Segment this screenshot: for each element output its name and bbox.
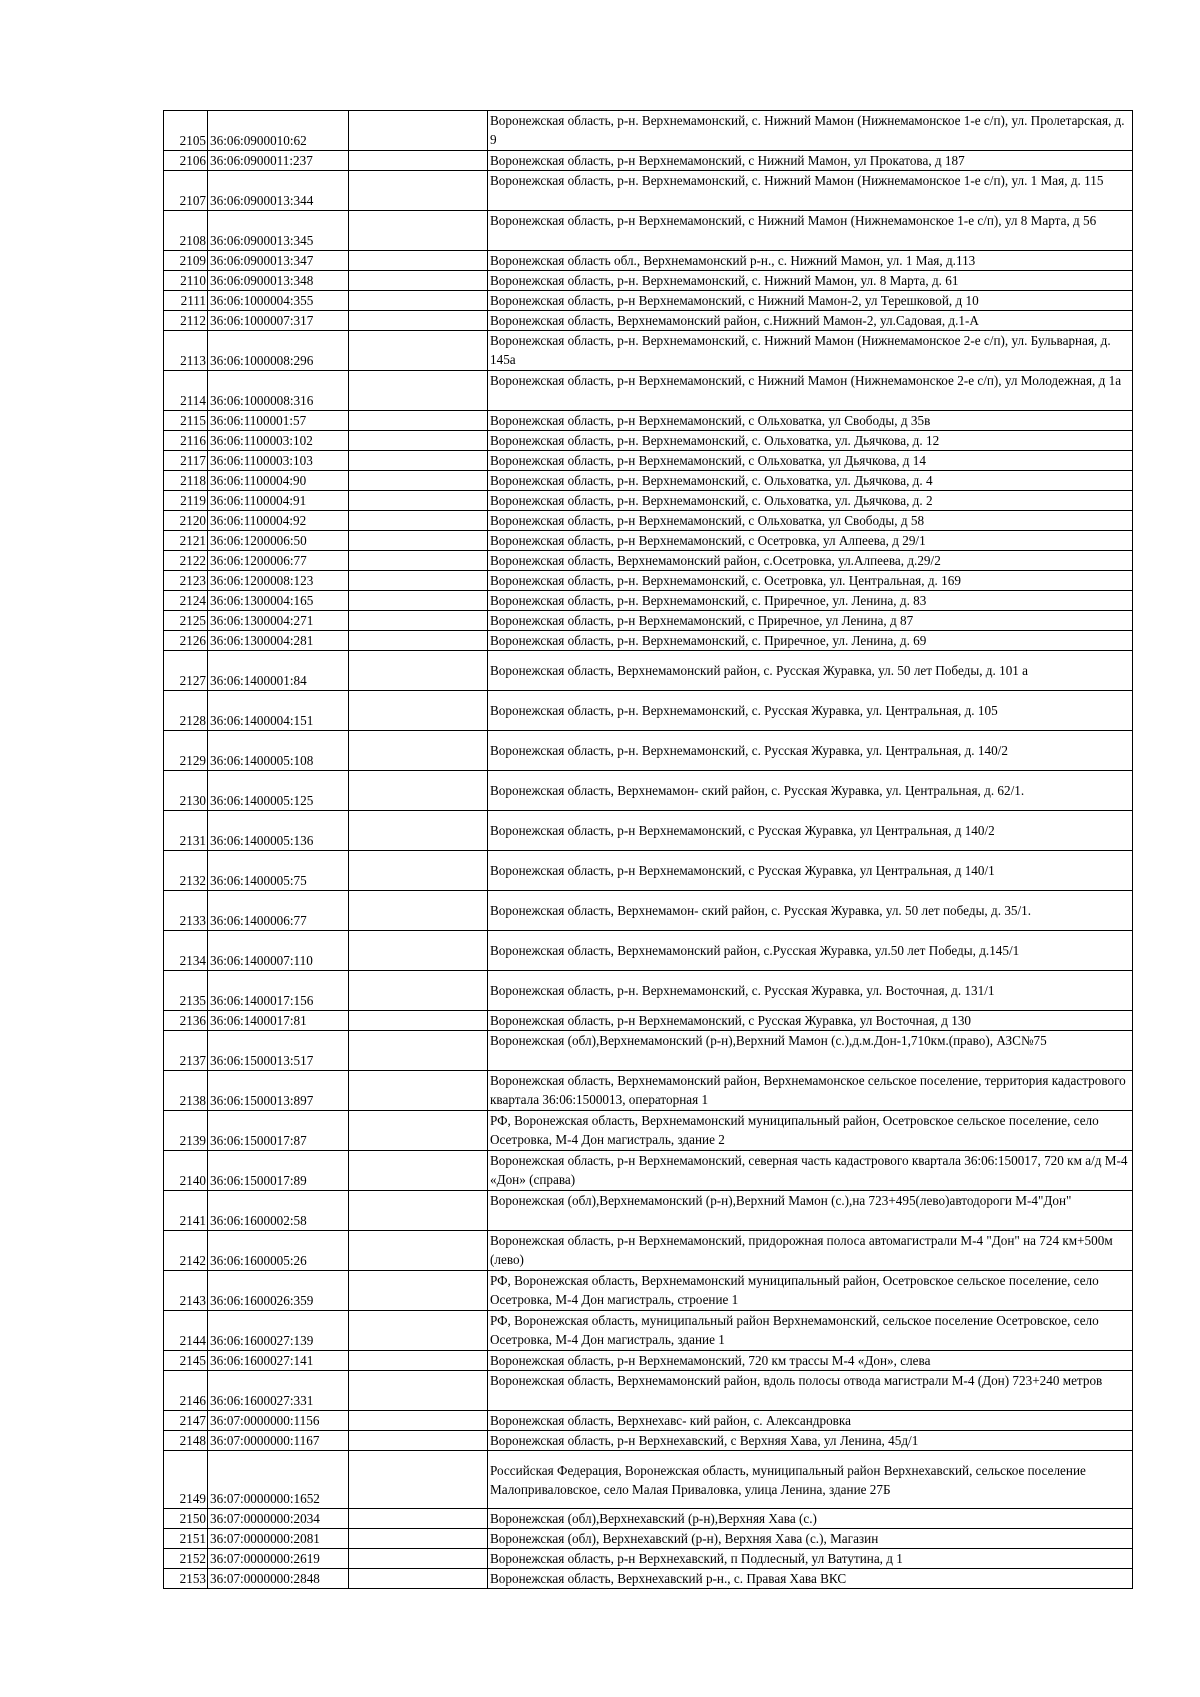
address: Воронежская область, р-н Верхнемамонский, с Ольховатка, ул Свободы, д 58: [488, 511, 1133, 531]
cadastral-number: 36:06:1600002:58: [208, 1191, 349, 1231]
empty-cell: [349, 611, 488, 631]
row-number: 2109: [164, 251, 208, 271]
empty-cell: [349, 1549, 488, 1569]
table-body: [164, 111, 1133, 1589]
table-row: [164, 1431, 1133, 1451]
cadastral-number: 36:06:0900013:344: [208, 171, 349, 211]
address: Воронежская область, р-н. Верхнемамонский, с. Ольховатка, ул. Дьячкова, д. 12: [488, 431, 1133, 451]
row-number: 2153: [164, 1569, 208, 1589]
empty-cell: [349, 291, 488, 311]
empty-cell: [349, 151, 488, 171]
address: Воронежская область, р-н. Верхнемамонский, с. Приречное, ул. Ленина, д. 69: [488, 631, 1133, 651]
row-number: 2148: [164, 1431, 208, 1451]
row-number: 2113: [164, 331, 208, 371]
row-number: 2142: [164, 1231, 208, 1271]
address: Воронежская область, р-н Верхнемамонский, придорожная полоса автомагистрали М-4 "Дон" на 724 км+500м (лево): [488, 1231, 1133, 1271]
table-row: [164, 311, 1133, 331]
table-row: [164, 1549, 1133, 1569]
empty-cell: [349, 891, 488, 931]
row-number: 2125: [164, 611, 208, 631]
table-row: [164, 1271, 1133, 1311]
row-number: 2151: [164, 1529, 208, 1549]
address: Воронежская область, р-н. Верхнемамонский, с. Русская Журавка, ул. Центральная, д. 105: [488, 691, 1133, 731]
table-row: [164, 1311, 1133, 1351]
empty-cell: [349, 511, 488, 531]
cadastral-number: 36:06:1000008:296: [208, 331, 349, 371]
address: Воронежская область, Верхнемамонский район, вдоль полосы отвода магистрали М-4 (Дон) 723+240 метров: [488, 1371, 1133, 1411]
address: Воронежская область, р-н. Верхнемамонский, с. Ольховатка, ул. Дьячкова, д. 2: [488, 491, 1133, 511]
row-number: 2140: [164, 1151, 208, 1191]
table-row: [164, 611, 1133, 631]
empty-cell: [349, 471, 488, 491]
empty-cell: [349, 1411, 488, 1431]
table-row: [164, 971, 1133, 1011]
table-row: [164, 1411, 1133, 1431]
row-number: 2124: [164, 591, 208, 611]
table-row: [164, 811, 1133, 851]
address: Воронежская область, Верхнемамон- ский район, с. Русская Журавка, ул. Центральная, д. 62/1.: [488, 771, 1133, 811]
address: Воронежская область, р-н. Верхнемамонский, с. Ольховатка, ул. Дьячкова, д. 4: [488, 471, 1133, 491]
cadastral-number: 36:06:1300004:271: [208, 611, 349, 631]
address: Воронежская область, р-н Верхнемамонский, с Нижний Мамон, ул Прокатова, д 187: [488, 151, 1133, 171]
address: Воронежская область обл., Верхнемамонский р-н., с. Нижний Мамон, ул. 1 Мая, д.113: [488, 251, 1133, 271]
row-number: 2145: [164, 1351, 208, 1371]
cadastral-number: 36:06:1500017:87: [208, 1111, 349, 1151]
table-row: [164, 331, 1133, 371]
row-number: 2120: [164, 511, 208, 531]
cadastral-number: 36:06:1500013:517: [208, 1031, 349, 1071]
row-number: 2121: [164, 531, 208, 551]
row-number: 2126: [164, 631, 208, 651]
empty-cell: [349, 571, 488, 591]
empty-cell: [349, 431, 488, 451]
row-number: 2132: [164, 851, 208, 891]
cadastral-number: 36:07:0000000:1156: [208, 1411, 349, 1431]
empty-cell: [349, 1529, 488, 1549]
cadastral-number: 36:06:1600027:141: [208, 1351, 349, 1371]
cadastral-number: 36:06:0900010:62: [208, 111, 349, 151]
empty-cell: [349, 931, 488, 971]
empty-cell: [349, 1569, 488, 1589]
address: Воронежская область, р-н. Верхнемамонский, с. Приречное, ул. Ленина, д. 83: [488, 591, 1133, 611]
table-row: [164, 271, 1133, 291]
address: Воронежская (обл),Верхнемамонский (р-н),Верхний Мамон (с.),на 723+495(лево)автодороги М-4"Дон": [488, 1191, 1133, 1231]
cadastral-number: 36:06:1000008:316: [208, 371, 349, 411]
table-row: [164, 731, 1133, 771]
row-number: 2114: [164, 371, 208, 411]
empty-cell: [349, 251, 488, 271]
address: Воронежская область, р-н Верхнемамонский, с Ольховатка, ул Дьячкова, д 14: [488, 451, 1133, 471]
empty-cell: [349, 731, 488, 771]
address: Воронежская область, р-н Верхнехавский, с Верхняя Хава, ул Ленина, 45д/1: [488, 1431, 1133, 1451]
table-row: [164, 491, 1133, 511]
address: Воронежская область, р-н. Верхнемамонский, с. Русская Журавка, ул. Центральная, д. 140/2: [488, 731, 1133, 771]
cadastral-number: 36:06:1200006:50: [208, 531, 349, 551]
address: Российская Федерация, Воронежская область, муниципальный район Верхнехавский, сельское поселение Малоприваловское, село Малая Приваловка, улица Ленина, здание 27Б: [488, 1451, 1133, 1509]
empty-cell: [349, 691, 488, 731]
row-number: 2123: [164, 571, 208, 591]
cadastral-number: 36:06:1100003:102: [208, 431, 349, 451]
row-number: 2150: [164, 1509, 208, 1529]
cadastral-number: 36:06:1400007:110: [208, 931, 349, 971]
address: РФ, Воронежская область, муниципальный район Верхнемамонский, сельское поселение Осетровское, село Осетровка, М-4 Дон магистраль, здание 1: [488, 1311, 1133, 1351]
row-number: 2136: [164, 1011, 208, 1031]
cadastral-number: 36:06:1000007:317: [208, 311, 349, 331]
table-row: [164, 1031, 1133, 1071]
row-number: 2149: [164, 1451, 208, 1509]
address: Воронежская область, р-н Верхнемамонский, 720 км трассы М-4 «Дон», слева: [488, 1351, 1133, 1371]
row-number: 2144: [164, 1311, 208, 1351]
empty-cell: [349, 451, 488, 471]
cadastral-number: 36:07:0000000:1652: [208, 1451, 349, 1509]
table-row: [164, 1111, 1133, 1151]
cadastral-number: 36:06:1200008:123: [208, 571, 349, 591]
empty-cell: [349, 171, 488, 211]
address: Воронежская область, р-н. Верхнемамонский, с. Нижний Мамон, ул. 8 Марта, д. 61: [488, 271, 1133, 291]
address: Воронежская область, р-н. Верхнемамонский, с. Русская Журавка, ул. Восточная, д. 131/1: [488, 971, 1133, 1011]
address: Воронежская область, р-н Верхнемамонский, с Ольховатка, ул Свободы, д 35в: [488, 411, 1133, 431]
empty-cell: [349, 651, 488, 691]
cadastral-number: 36:06:1100001:57: [208, 411, 349, 431]
cadastral-number: 36:06:0900013:347: [208, 251, 349, 271]
cadastral-number: 36:07:0000000:2619: [208, 1549, 349, 1569]
row-number: 2134: [164, 931, 208, 971]
empty-cell: [349, 1151, 488, 1191]
empty-cell: [349, 1231, 488, 1271]
row-number: 2152: [164, 1549, 208, 1569]
cadastral-number: 36:06:1500017:89: [208, 1151, 349, 1191]
table-row: [164, 571, 1133, 591]
table-row: [164, 511, 1133, 531]
empty-cell: [349, 331, 488, 371]
table-row: [164, 1151, 1133, 1191]
cadastral-number: 36:06:1000004:355: [208, 291, 349, 311]
address: Воронежская область, р-н Верхнемамонский, с Приречное, ул Ленина, д 87: [488, 611, 1133, 631]
row-number: 2116: [164, 431, 208, 451]
empty-cell: [349, 551, 488, 571]
empty-cell: [349, 1191, 488, 1231]
cadastral-number: 36:06:1400006:77: [208, 891, 349, 931]
cadastral-number: 36:06:1200006:77: [208, 551, 349, 571]
empty-cell: [349, 1311, 488, 1351]
empty-cell: [349, 371, 488, 411]
table-row: [164, 891, 1133, 931]
empty-cell: [349, 1351, 488, 1371]
cadastral-number: 36:07:0000000:2034: [208, 1509, 349, 1529]
cadastral-number: 36:06:1600026:359: [208, 1271, 349, 1311]
cadastral-number: 36:06:1600027:139: [208, 1311, 349, 1351]
row-number: 2110: [164, 271, 208, 291]
empty-cell: [349, 211, 488, 251]
row-number: 2139: [164, 1111, 208, 1151]
table-row: [164, 471, 1133, 491]
address: Воронежская (обл),Верхнехавский (р-н),Верхняя Хава (с.): [488, 1509, 1133, 1529]
empty-cell: [349, 1011, 488, 1031]
row-number: 2138: [164, 1071, 208, 1111]
empty-cell: [349, 1451, 488, 1509]
empty-cell: [349, 631, 488, 651]
empty-cell: [349, 1031, 488, 1071]
empty-cell: [349, 971, 488, 1011]
row-number: 2106: [164, 151, 208, 171]
table-row: [164, 411, 1133, 431]
row-number: 2107: [164, 171, 208, 211]
address: Воронежская область, р-н Верхнемамонский, с Осетровка, ул Алпеева, д 29/1: [488, 531, 1133, 551]
row-number: 2146: [164, 1371, 208, 1411]
empty-cell: [349, 851, 488, 891]
address: Воронежская область, р-н Верхнемамонский, с Нижний Мамон (Нижнемамонское 2-е с/п), ул Молодежная, д 1а: [488, 371, 1133, 411]
address: Воронежская (обл), Верхнехавский (р-н), Верхняя Хава (с.), Магазин: [488, 1529, 1133, 1549]
empty-cell: [349, 1111, 488, 1151]
address: Воронежская область, Верхнемамонский район, с.Осетровка, ул.Алпеева, д.29/2: [488, 551, 1133, 571]
row-number: 2119: [164, 491, 208, 511]
table-row: [164, 451, 1133, 471]
row-number: 2137: [164, 1031, 208, 1071]
cadastral-number: 36:06:1400005:136: [208, 811, 349, 851]
empty-cell: [349, 271, 488, 291]
cadastral-table: [163, 110, 1133, 1589]
address: Воронежская область, Верхнемамонский район, с.Нижний Мамон-2, ул.Садовая, д.1-А: [488, 311, 1133, 331]
cadastral-number: 36:06:1300004:165: [208, 591, 349, 611]
row-number: 2108: [164, 211, 208, 251]
cadastral-number: 36:06:1100003:103: [208, 451, 349, 471]
address: Воронежская область, Верхнемамонский район, с. Русская Журавка, ул. 50 лет Победы, д. 101 а: [488, 651, 1133, 691]
row-number: 2118: [164, 471, 208, 491]
table-row: [164, 211, 1133, 251]
empty-cell: [349, 111, 488, 151]
empty-cell: [349, 491, 488, 511]
table-row: [164, 1529, 1133, 1549]
table-row: [164, 431, 1133, 451]
cadastral-number: 36:06:1400017:156: [208, 971, 349, 1011]
address: Воронежская область, р-н. Верхнемамонский, с. Нижний Мамон (Нижнемамонское 1-е с/п), ул. 1 Мая, д. 115: [488, 171, 1133, 211]
table-row: [164, 771, 1133, 811]
empty-cell: [349, 591, 488, 611]
cadastral-number: 36:06:1300004:281: [208, 631, 349, 651]
cadastral-number: 36:06:1400005:125: [208, 771, 349, 811]
empty-cell: [349, 1509, 488, 1529]
table-row: [164, 171, 1133, 211]
row-number: 2130: [164, 771, 208, 811]
address: Воронежская область, р-н. Верхнемамонский, с. Нижний Мамон (Нижнемамонское 2-е с/п), ул. Бульварная, д. 145а: [488, 331, 1133, 371]
cadastral-number: 36:06:1400005:108: [208, 731, 349, 771]
address: Воронежская область, р-н Верхнемамонский, с Русская Журавка, ул Восточная, д 130: [488, 1011, 1133, 1031]
empty-cell: [349, 811, 488, 851]
table-row: [164, 371, 1133, 411]
table-row: [164, 111, 1133, 151]
table-row: [164, 631, 1133, 651]
table-row: [164, 1071, 1133, 1111]
empty-cell: [349, 411, 488, 431]
row-number: 2135: [164, 971, 208, 1011]
address: Воронежская область, Верхнемамон- ский район, с. Русская Журавка, ул. 50 лет победы, д. 35/1.: [488, 891, 1133, 931]
cadastral-number: 36:06:1400004:151: [208, 691, 349, 731]
cadastral-number: 36:06:1400005:75: [208, 851, 349, 891]
cadastral-number: 36:06:0900011:237: [208, 151, 349, 171]
row-number: 2129: [164, 731, 208, 771]
table-row: [164, 1351, 1133, 1371]
table-row: [164, 931, 1133, 971]
empty-cell: [349, 1371, 488, 1411]
empty-cell: [349, 771, 488, 811]
table-row: [164, 1371, 1133, 1411]
cadastral-number: 36:06:1100004:92: [208, 511, 349, 531]
address: Воронежская область, Верхнемамонский район, с.Русская Журавка, ул.50 лет Победы, д.145/1: [488, 931, 1133, 971]
table-row: [164, 651, 1133, 691]
row-number: 2117: [164, 451, 208, 471]
address: Воронежская область, р-н Верхнемамонский, с Нижний Мамон (Нижнемамонское 1-е с/п), ул 8 Марта, д 56: [488, 211, 1133, 251]
address: Воронежская область, р-н. Верхнемамонский, с. Нижний Мамон (Нижнемамонское 1-е с/п), ул. Пролетарская, д. 9: [488, 111, 1133, 151]
row-number: 2127: [164, 651, 208, 691]
row-number: 2131: [164, 811, 208, 851]
address: Воронежская (обл),Верхнемамонский (р-н),Верхний Мамон (с.),д.м.Дон-1,710км.(право), АЗС№75: [488, 1031, 1133, 1071]
address: Воронежская область, р-н. Верхнемамонский, с. Осетровка, ул. Центральная, д. 169: [488, 571, 1133, 591]
table-row: [164, 1569, 1133, 1589]
row-number: 2143: [164, 1271, 208, 1311]
cadastral-number: 36:07:0000000:1167: [208, 1431, 349, 1451]
cadastral-number: 36:06:1500013:897: [208, 1071, 349, 1111]
table-row: [164, 851, 1133, 891]
address: Воронежская область, Верхнемамонский район, Верхнемамонское сельское поселение, территория кадастрового квартала 36:06:1500013, операторная 1: [488, 1071, 1133, 1111]
table-row: [164, 251, 1133, 271]
address: РФ, Воронежская область, Верхнемамонский муниципальный район, Осетровское сельское поселение, село Осетровка, М-4 Дон магистраль, здание 2: [488, 1111, 1133, 1151]
address: Воронежская область, р-н Верхнемамонский, с Русская Журавка, ул Центральная, д 140/2: [488, 811, 1133, 851]
table-row: [164, 1191, 1133, 1231]
empty-cell: [349, 1071, 488, 1111]
cadastral-number: 36:07:0000000:2081: [208, 1529, 349, 1549]
row-number: 2112: [164, 311, 208, 331]
cadastral-number: 36:06:0900013:345: [208, 211, 349, 251]
row-number: 2141: [164, 1191, 208, 1231]
cadastral-number: 36:06:1100004:91: [208, 491, 349, 511]
table-row: [164, 691, 1133, 731]
table-row: [164, 591, 1133, 611]
row-number: 2133: [164, 891, 208, 931]
address: Воронежская область, р-н Верхнехавский, п Подлесный, ул Ватутина, д 1: [488, 1549, 1133, 1569]
table-row: [164, 1231, 1133, 1271]
address: Воронежская область, Верхнехавс- кий район, с. Александровка: [488, 1411, 1133, 1431]
empty-cell: [349, 1271, 488, 1311]
empty-cell: [349, 531, 488, 551]
address: Воронежская область, р-н Верхнемамонский, с Русская Журавка, ул Центральная, д 140/1: [488, 851, 1133, 891]
row-number: 2111: [164, 291, 208, 311]
cadastral-number: 36:06:1100004:90: [208, 471, 349, 491]
address: Воронежская область, Верхнехавский р-н., с. Правая Хава ВКС: [488, 1569, 1133, 1589]
cadastral-number: 36:06:1400017:81: [208, 1011, 349, 1031]
table-row: [164, 1011, 1133, 1031]
empty-cell: [349, 311, 488, 331]
cadastral-number: 36:06:1600027:331: [208, 1371, 349, 1411]
table-row: [164, 1451, 1133, 1509]
table-row: [164, 1509, 1133, 1529]
table-row: [164, 151, 1133, 171]
table-row: [164, 291, 1133, 311]
table-row: [164, 531, 1133, 551]
row-number: 2147: [164, 1411, 208, 1431]
empty-cell: [349, 1431, 488, 1451]
cadastral-number: 36:06:1400001:84: [208, 651, 349, 691]
table-row: [164, 551, 1133, 571]
row-number: 2115: [164, 411, 208, 431]
cadastral-number: 36:07:0000000:2848: [208, 1569, 349, 1589]
row-number: 2105: [164, 111, 208, 151]
address: Воронежская область, р-н Верхнемамонский, с Нижний Мамон-2, ул Терешковой, д 10: [488, 291, 1133, 311]
address: РФ, Воронежская область, Верхнемамонский муниципальный район, Осетровское сельское поселение, село Осетровка, М-4 Дон магистраль, строение 1: [488, 1271, 1133, 1311]
row-number: 2128: [164, 691, 208, 731]
address: Воронежская область, р-н Верхнемамонский, северная часть кадастрового квартала 36:06:150017, 720 км а/д М-4 «Дон» (справа): [488, 1151, 1133, 1191]
row-number: 2122: [164, 551, 208, 571]
cadastral-number: 36:06:1600005:26: [208, 1231, 349, 1271]
cadastral-number: 36:06:0900013:348: [208, 271, 349, 291]
